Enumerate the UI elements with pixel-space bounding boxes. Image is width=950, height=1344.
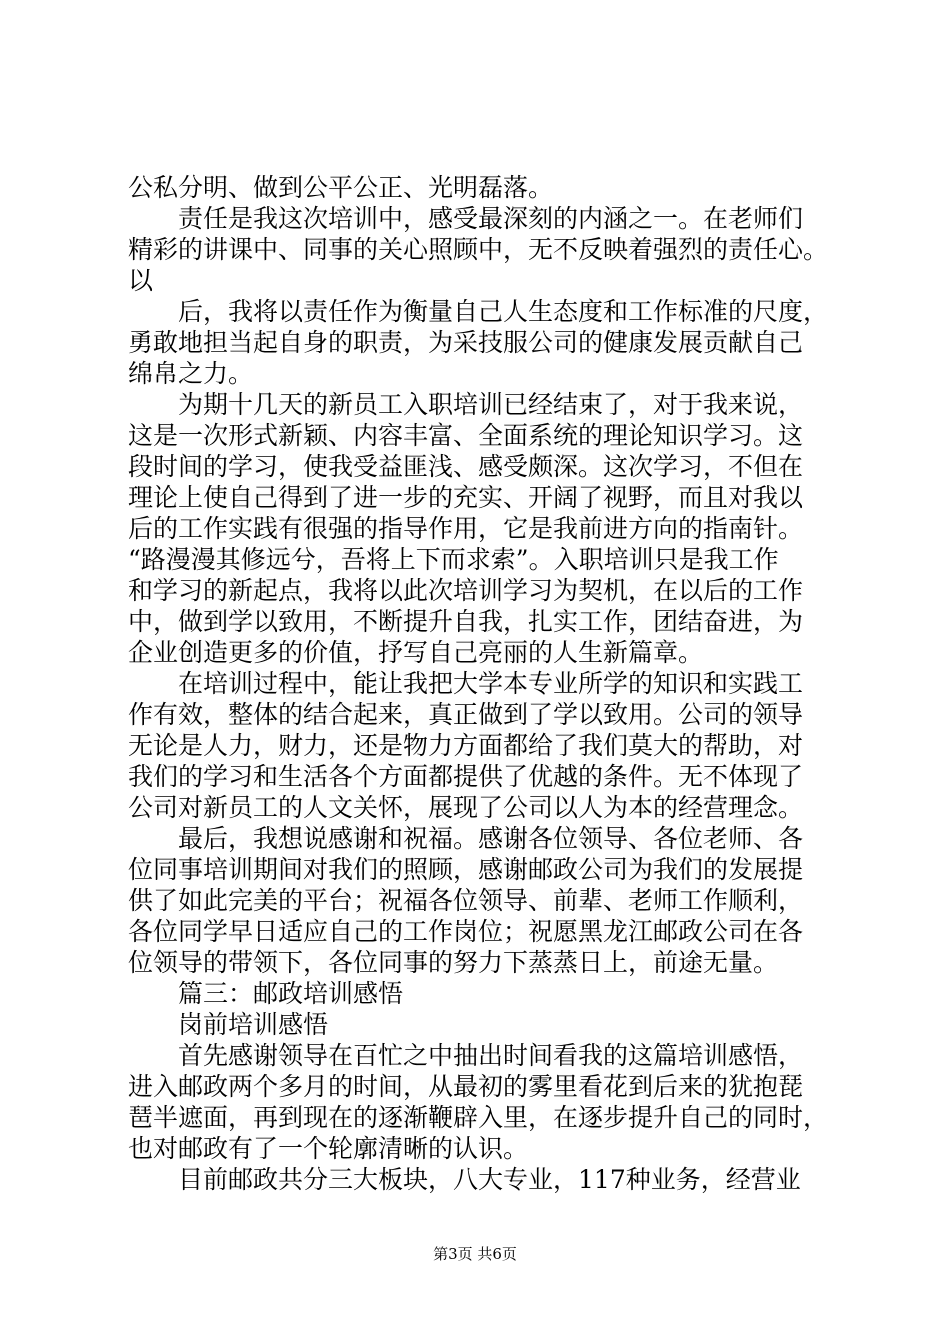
text-line: 中，做到学以致用，不断提升自我，扎实工作，团结奋进，为: [128, 607, 804, 636]
text-line: 位领导的带领下，各位同事的努力下蒸蒸日上，前途无量。: [128, 948, 779, 977]
text-line: 企业创造更多的价值，抒写自己亮丽的人生新篇章。: [128, 638, 704, 667]
text-line: “路漫漫其修远兮，吾将上下而求索”。入职培训只是我工作: [128, 545, 779, 574]
text-line: 这是一次形式新颖、内容丰富、全面系统的理论知识学习。这: [128, 421, 804, 450]
text-line: 作有效，整体的结合起来，真正做到了学以致用。公司的领导: [128, 700, 804, 729]
text-line: 进入邮政两个多月的时间，从最初的雾里看花到后来的犹抱琵: [128, 1072, 804, 1101]
text-line: 各位同学早日适应自己的工作岗位；祝愿黑龙江邮政公司在各: [128, 917, 804, 946]
text-line: 也对邮政有了一个轮廓清晰的认识。: [128, 1134, 529, 1163]
text-line: 最后，我想说感谢和祝福。感谢各位领导、各位老师、各: [128, 824, 804, 853]
section-heading: 篇三：邮政培训感悟: [128, 979, 404, 1008]
text-line: 后，我将以责任作为衡量自己人生态度和工作标准的尺度，: [128, 297, 829, 326]
text-line: 无论是人力，财力，还是物力方面都给了我们莫大的帮助，对: [128, 731, 804, 760]
text-line: 绵帛之力。: [128, 359, 254, 388]
text-line: 为期十几天的新员工入职培训已经结束了，对于我来说，: [128, 390, 804, 419]
text-line: 在培训过程中，能让我把大学本专业所学的知识和实践工: [128, 669, 804, 698]
text-line: 琶半遮面，再到现在的逐渐鞭辟入里，在逐步提升自己的同时，: [128, 1103, 829, 1132]
text-line: 供了如此完美的平台；祝福各位领导、前辈、老师工作顺利，: [128, 886, 804, 915]
text-line: 勇敢地担当起自身的职责，为采技服公司的健康发展贡献自己: [128, 328, 804, 357]
document-body: [128, 172, 838, 1195]
text-line: 责任是我这次培训中，感受最深刻的内涵之一。在老师们: [128, 204, 804, 233]
text-line: 公私分明、做到公平公正、光明磊落。: [128, 173, 554, 202]
page-number-footer: 第3页 共6页: [433, 1245, 517, 1263]
text-line: 理论上使自己得到了进一步的充实、开阔了视野，而且对我以: [128, 483, 804, 512]
text-line: 位同事培训期间对我们的照顾，感谢邮政公司为我们的发展提: [128, 855, 804, 884]
text-line: 后的工作实践有很强的指导作用，它是我前进方向的指南针。: [128, 514, 804, 543]
section-subheading: 岗前培训感悟: [128, 1010, 329, 1039]
text-line: 精彩的讲课中、同事的关心照顾中，无不反映着强烈的责任心。: [128, 235, 829, 264]
text-line: 我们的学习和生活各个方面都提供了优越的条件。无不体现了: [128, 762, 804, 791]
text-line: 段时间的学习，使我受益匪浅、感受颇深。这次学习，不但在: [128, 452, 804, 481]
text-line: 以: [128, 266, 154, 295]
text-line: 公司对新员工的人文关怀，展现了公司以人为本的经营理念。: [128, 793, 804, 822]
text-line: 首先感谢领导在百忙之中抽出时间看我的这篇培训感悟，: [128, 1041, 804, 1070]
text-line: 目前邮政共分三大板块，八大专业，117种业务，经营业: [128, 1165, 801, 1194]
text-line: 和学习的新起点，我将以此次培训学习为契机，在以后的工作: [128, 576, 804, 605]
